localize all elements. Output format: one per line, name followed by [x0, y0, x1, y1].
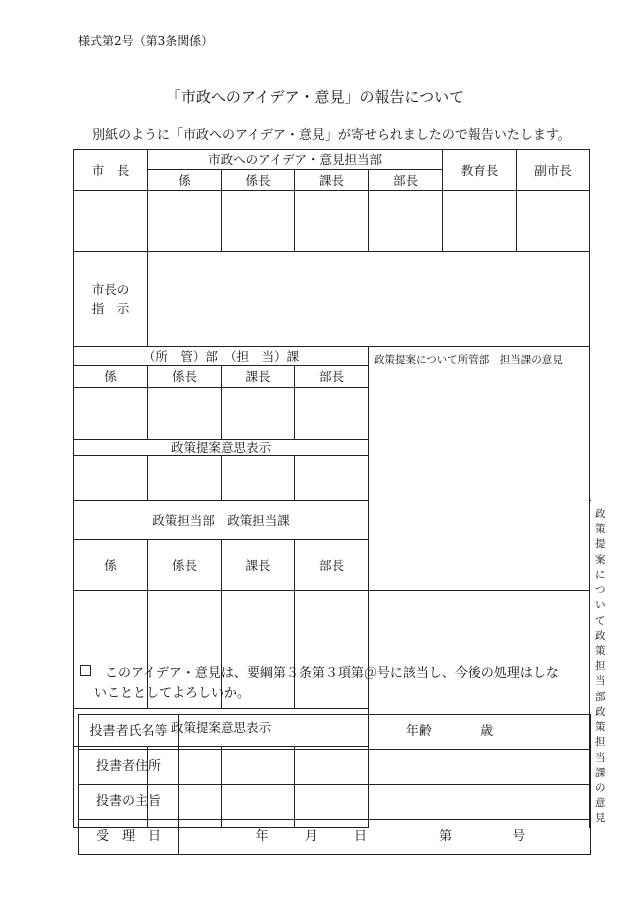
mayor-instruction-field[interactable]	[148, 252, 590, 347]
col-dept-head: 部長	[295, 366, 369, 388]
intro-text: 別紙のように「市政へのアイデア・意見」が寄せられましたので報告いたします。	[92, 128, 571, 143]
idea-section-header: 市政へのアイデア・意見担当部	[148, 150, 443, 170]
jurisdiction-opinion[interactable]: 政策提案について所管部 担当課の意見	[369, 347, 590, 591]
received-date-field[interactable]: 年 月 日 第 号	[179, 820, 591, 855]
stamp-cell[interactable]	[295, 191, 369, 252]
stamp-cell[interactable]	[74, 191, 148, 252]
stamp-cell[interactable]	[443, 191, 517, 252]
stamp-cell[interactable]	[222, 456, 295, 501]
col-chief: 係長	[148, 366, 222, 388]
submission-gist-label: 投書の主旨	[79, 785, 179, 820]
disposal-checkbox-row[interactable]: このアイデア・意見は、要綱第３条第３項第＠号に該当し、今後の処理はしな いこととしてよろしいか。	[80, 664, 600, 704]
stamp-cell[interactable]	[74, 388, 148, 440]
col-chief: 係長	[148, 540, 222, 591]
col-section-head: 課長	[222, 366, 295, 388]
stamp-cell[interactable]	[369, 191, 443, 252]
col-dept-head: 部長	[369, 170, 443, 191]
intent-header: 政策提案意思表示	[74, 440, 369, 456]
stamp-cell[interactable]	[148, 388, 222, 440]
submitter-name-label: 投書者氏名等	[79, 715, 179, 750]
intent-header: 政策提案意思表示	[74, 709, 369, 746]
col-section-head: 課長	[222, 540, 295, 591]
stamp-cell[interactable]	[222, 191, 295, 252]
policy-header: 政策担当部 政策担当課	[74, 501, 369, 540]
submitter-table	[78, 714, 591, 855]
col-dept-head: 部長	[295, 540, 369, 591]
col-staff: 係	[74, 366, 148, 388]
submission-gist-field[interactable]	[179, 785, 591, 820]
submitter-name-field[interactable]: 年齢 歳	[179, 715, 591, 750]
stamp-cell[interactable]	[517, 191, 590, 252]
stamp-cell[interactable]	[295, 456, 369, 501]
col-staff: 係	[148, 170, 222, 191]
approval-table: 市 長 市政へのアイデア・意見担当部 教育長 副市長 係 係長 課長 部長 市長の 指 示 （所 管）部 （担 当）課 政策提案について所管部 担当課の意見 係 係長 課長 部長 政策提案意思表示 政策担当部 政策担当課 政策提案について政策担当部 政策担当課の意見 係 係長 課長 部長 政策提案意思表示	[73, 149, 590, 828]
stamp-cell[interactable]	[148, 456, 222, 501]
checkbox[interactable]	[80, 665, 91, 676]
mayor-instruction-label: 市長の 指 示	[74, 252, 148, 347]
deputy-mayor-header: 副市長	[517, 150, 590, 191]
stamp-cell[interactable]	[222, 388, 295, 440]
received-date-label: 受 理 日	[79, 820, 179, 855]
col-chief: 係長	[222, 170, 295, 191]
col-staff: 係	[74, 540, 148, 591]
stamp-cell[interactable]	[74, 456, 148, 501]
col-section-head: 課長	[295, 170, 369, 191]
jurisdiction-header: （所 管）部 （担 当）課	[74, 347, 369, 366]
form-number: 様式第2号（第3条関係）	[78, 34, 214, 48]
mayor-header: 市 長	[74, 150, 148, 191]
stamp-cell[interactable]	[295, 388, 369, 440]
page-title: 「市政へのアイデア・意見」の報告について	[165, 88, 465, 106]
submitter-address-label: 投書者住所	[79, 750, 179, 785]
submitter-address-field[interactable]	[179, 750, 591, 785]
education-chief-header: 教育長	[443, 150, 517, 191]
stamp-cell[interactable]	[148, 191, 222, 252]
